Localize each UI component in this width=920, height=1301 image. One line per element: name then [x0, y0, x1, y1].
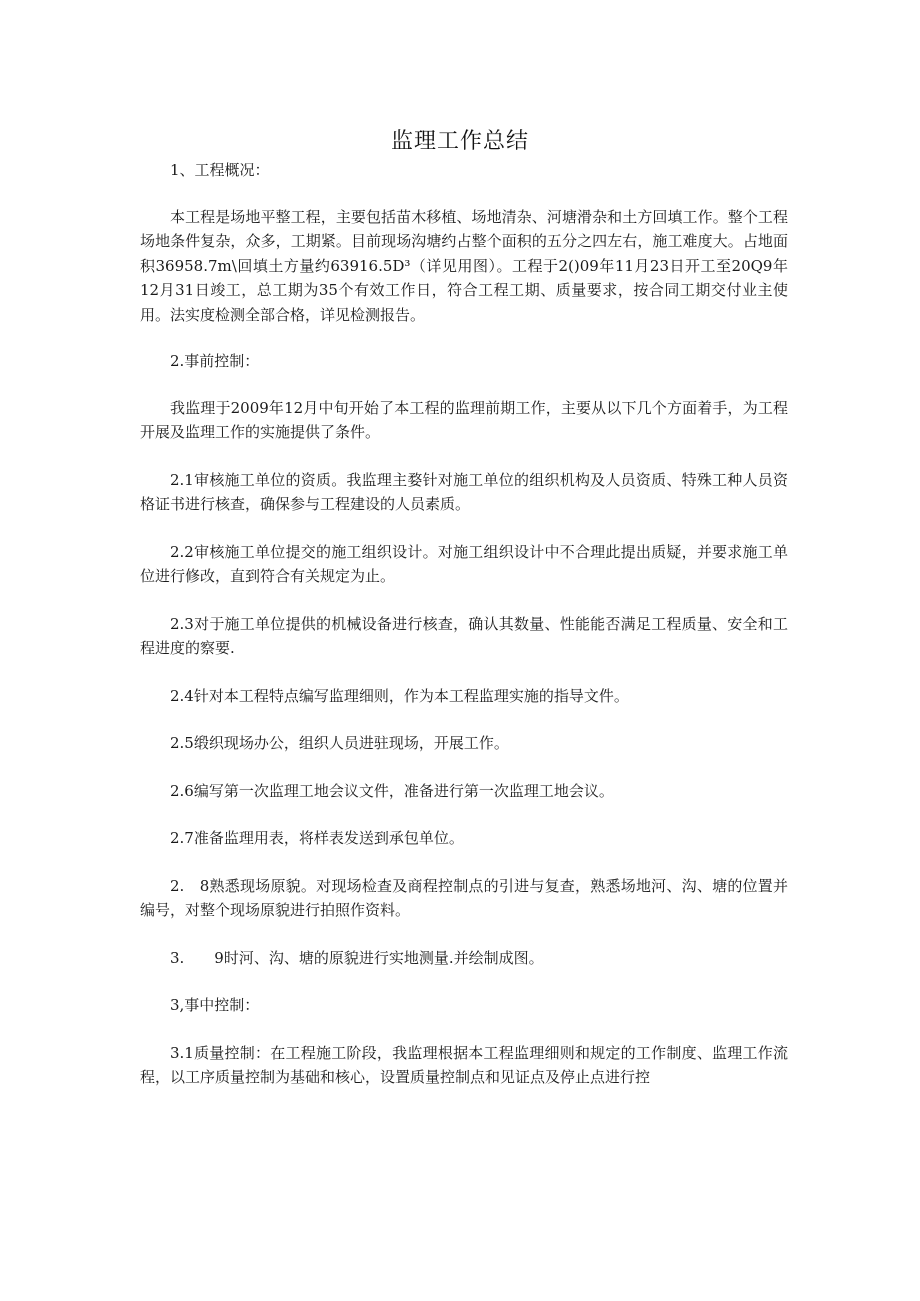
list-item-2-8: 2. 8熟悉现场原貌。对现场检查及商程控制点的引进与复查，熟悉场地河、沟、塘的位置并编号，对整个现场原貌进行拍照作资料。	[140, 876, 788, 919]
list-item-2-7: 2.7准备监理用表，将样表发送到承包单位。	[170, 829, 464, 847]
list-item-2-6: 2.6编写第一次监理工地会议文件，准备进行第一次监理工地会议。	[170, 781, 614, 800]
section-heading-pre-control: 2.事前控制：	[170, 352, 260, 370]
list-item-3-1: 3.1质量控制：在工程施工阶段，我监理根据本工程监理细则和规定的工作制度、监理工作流程，以工序质量控制为基础和核心，设置质量控制点和见证点及停止点进行控	[140, 1043, 788, 1086]
section-heading-in-process-control: 3,事中控制：	[170, 996, 260, 1014]
section-heading-project-overview: 1、工程概况：	[170, 161, 270, 179]
list-item-2-5: 2.5缎织现场办公，组织人员进驻现场，开展工作。	[170, 734, 509, 752]
list-item-2-1: 2.1审核施工单位的资质。我监理主婺针对施工单位的组织机构及人员资质、特殊工种人员资格证书进行核查，确保参与工程建设的人员素质。	[140, 470, 788, 513]
list-item-2-4: 2.4针对本工程特点编写监理细则，作为本工程监理实施的指导文件。	[170, 686, 629, 705]
paragraph-project-overview: 本工程是场地平整工程，主要包括苗木移植、场地清杂、河塘滑杂和土方回填工作。整个工程场地条件复杂，众多，工期紧。目前现场沟塘约占整个面积的五分之四左右，施工难度大。占地面积36958.7m\回填土方量约63916.5D³（详见用图）。工程于2()09年11月23日开工至20Q9年12月31日竣工，总工期为35个有效工作日，符合工程工期、质量要求，按合同工期交付业主使用。法实度检测全部合格，详见检测报告。	[140, 207, 788, 324]
list-item-2-9: 3. 9时河、沟、塘的原貌进行实地测量.并绘制成图。	[170, 948, 544, 967]
list-item-2-3: 2.3对于施工单位提供的机械设备进行核查，确认其数量、性能能否满足工程质量、安全和工程进度的察要.	[140, 614, 788, 657]
document-body	[140, 158, 788, 1090]
document-title: 监理工作总结	[390, 129, 529, 154]
paragraph-pre-control-intro: 我监理于2009年12月中旬开始了本工程的监理前期工作，主要从以下几个方面着手，为工程开展及监理工作的实施提供了条件。	[140, 398, 788, 441]
list-item-2-2: 2.2审核施工单位提交的施工组织设计。对施工组织设计中不合理此提出质疑，并要求施工单位进行修改，直到符合有关规定为止。	[140, 542, 788, 585]
